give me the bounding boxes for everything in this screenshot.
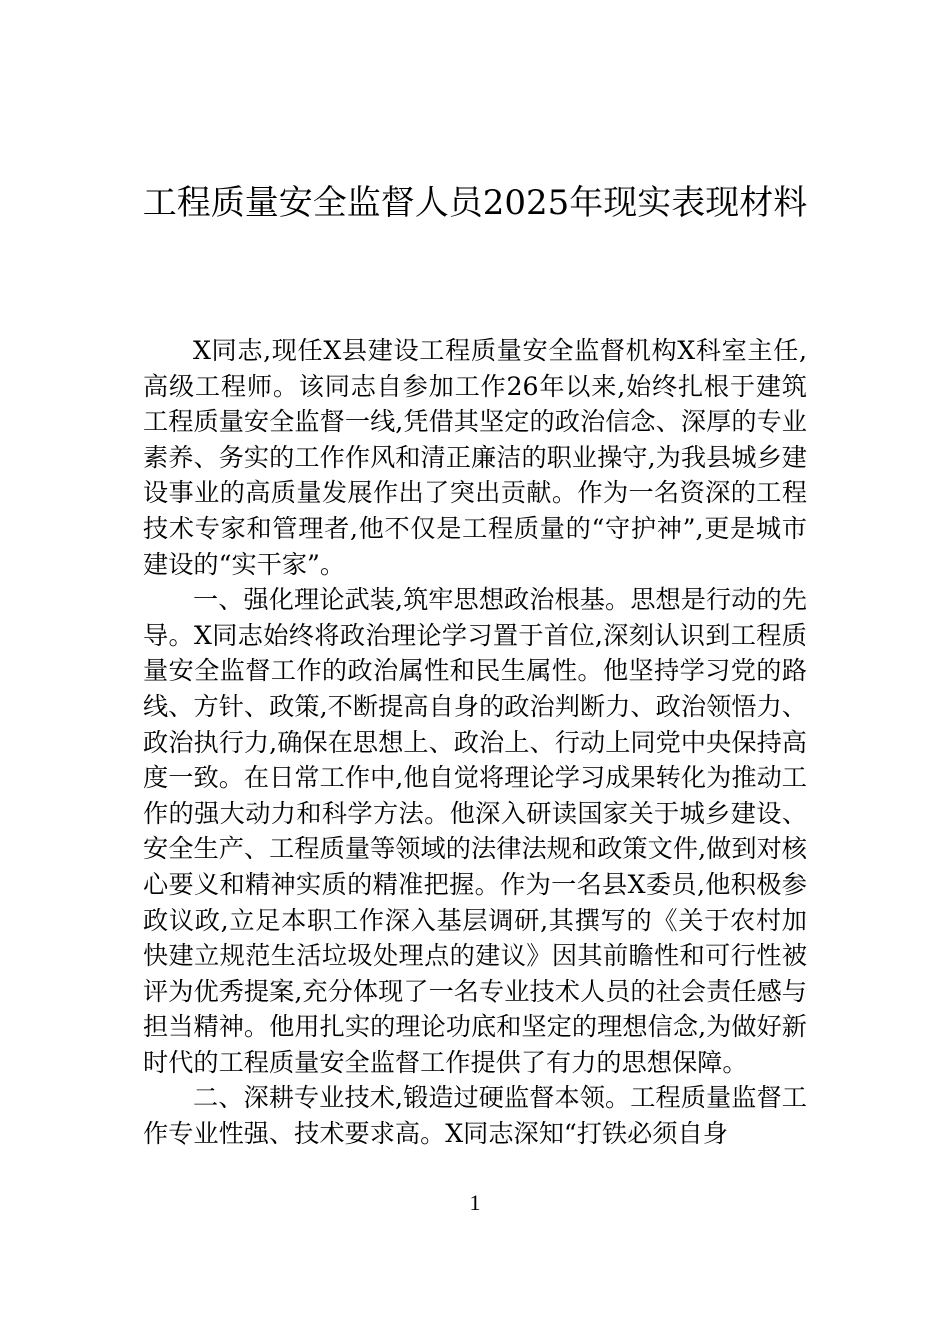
- intro-paragraph: X同志,现任X县建设工程质量安全监督机构X科室主任,高级工程师。该同志自参加工作26年以来,始终扎根于建筑工程质量安全监督一线,凭借其坚定的政治信念、深厚的专业素养、务实的工作作风和清正廉洁的职业操守,为我县城乡建设事业的高质量发展作出了突出贡献。作为一名资深的工程技术专家和管理者,他不仅是工程质量的“守护神”,更是城市建设的“实干家”。: [143, 336, 807, 579]
- section-two-paragraph: 二、深耕专业技术,锻造过硬监督本领。工程质量监督工作专业性强、技术要求高。X同志深知“打铁必须自身: [143, 1083, 807, 1149]
- document-title: 工程质量安全监督人员2025年现实表现材料: [142, 182, 808, 223]
- section-one-paragraph: 一、强化理论武装,筑牢思想政治根基。思想是行动的先导。X同志始终将政治理论学习置于首位,深刻认识到工程质量安全监督工作的政治属性和民生属性。他坚持学习党的路线、方针、政策,不断提高自身的政治判断力、政治领悟力、政治执行力,确保在思想上、政治上、行动上同党中央保持高度一致。在日常工作中,他自觉将理论学习成果转化为推动工作的强大动力和科学方法。他深入研读国家关于城乡建设、安全生产、工程质量等领域的法律法规和政策文件,做到对核心要义和精神实质的精准把握。作为一名县X委员,他积极参政议政,立足本职工作深入基层调研,其撰写的《关于农村加快建立规范生活垃圾处理点的建议》因其前瞻性和可行性被评为优秀提案,充分体现了一名专业技术人员的社会责任感与担当精神。他用扎实的理论功底和坚定的理想信念,为做好新时代的工程质量安全监督工作提供了有力的思想保障。: [143, 585, 807, 1077]
- document-body: [143, 333, 807, 1152]
- page-number: 1: [469, 1190, 481, 1215]
